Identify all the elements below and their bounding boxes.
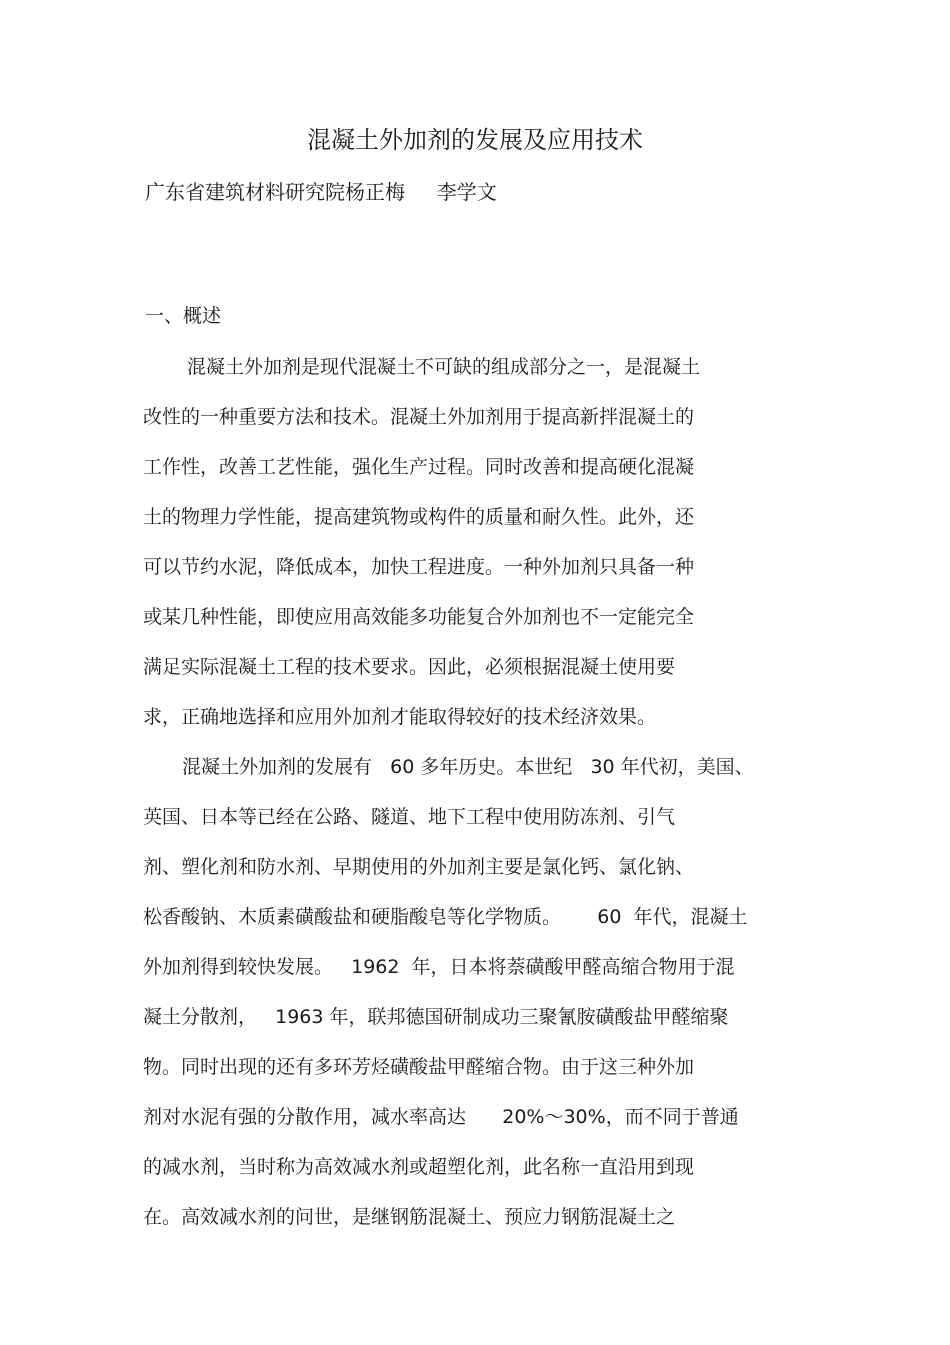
paragraph-line: 求，正确地选择和应用外加剂才能取得较好的技术经济效果。 xyxy=(143,706,657,728)
paragraph-line: 满足实际混凝土工程的技术要求。因此，必须根据混凝土使用要 xyxy=(143,656,676,678)
paragraph-line: 或某几种性能，即使应用高效能多功能复合外加剂也不一定能完全 xyxy=(143,606,695,628)
paragraph-line: 可以节约水泥，降低成本，加快工程进度。一种外加剂只具备一种 xyxy=(143,556,695,578)
section-heading: 一、概述 xyxy=(145,305,222,327)
paragraph-line: 工作性，改善工艺性能，强化生产过程。同时改善和提高硬化混凝 xyxy=(143,456,695,478)
paragraph-line: 英国、日本等已经在公路、隧道、地下工程中使用防冻剂、引气 xyxy=(143,806,676,828)
paragraph-line: 在。高效减水剂的问世，是继钢筋混凝土、预应力钢筋混凝土之 xyxy=(143,1206,676,1228)
paragraph-line: 土的物理力学性能，提高建筑物或构件的质量和耐久性。此外，还 xyxy=(143,506,695,528)
author-line: 广东省建筑材料研究院杨正梅 李学文 xyxy=(145,180,497,204)
paragraph-line: 凝土分散剂， 1963 年，联邦德国研制成功三聚氰胺磺酸盐甲醛缩聚 xyxy=(143,1006,729,1028)
paragraph-line: 外加剂得到较快发展。 1962 年，日本将萘磺酸甲醛高缩合物用于混 xyxy=(143,956,735,978)
document-title: 混凝土外加剂的发展及应用技术 xyxy=(307,126,643,154)
paragraph-line: 剂对水泥有强的分散作用，减水率高达 20%～30%，而不同于普通 xyxy=(143,1106,739,1128)
paragraph-line: 混凝土外加剂是现代混凝土不可缺的组成部分之一，是混凝土 xyxy=(187,356,701,378)
paragraph-line: 物。同时出现的还有多环芳烃磺酸盐甲醛缩合物。由于这三种外加 xyxy=(143,1056,695,1078)
paragraph-line: 松香酸钠、木质素磺酸盐和硬脂酸皂等化学物质。 60 年代，混凝土 xyxy=(143,906,748,928)
paragraph-line: 混凝土外加剂的发展有 60 多年历史。本世纪 30 年代初，美国、 xyxy=(182,756,754,778)
paragraph-line: 的减水剂，当时称为高效减水剂或超塑化剂，此名称一直沿用到现 xyxy=(143,1156,695,1178)
paragraph-line: 剂、塑化剂和防水剂、早期使用的外加剂主要是氯化钙、氯化钠、 xyxy=(143,856,695,878)
paragraph-line: 改性的一种重要方法和技术。混凝土外加剂用于提高新拌混凝土的 xyxy=(143,406,695,428)
